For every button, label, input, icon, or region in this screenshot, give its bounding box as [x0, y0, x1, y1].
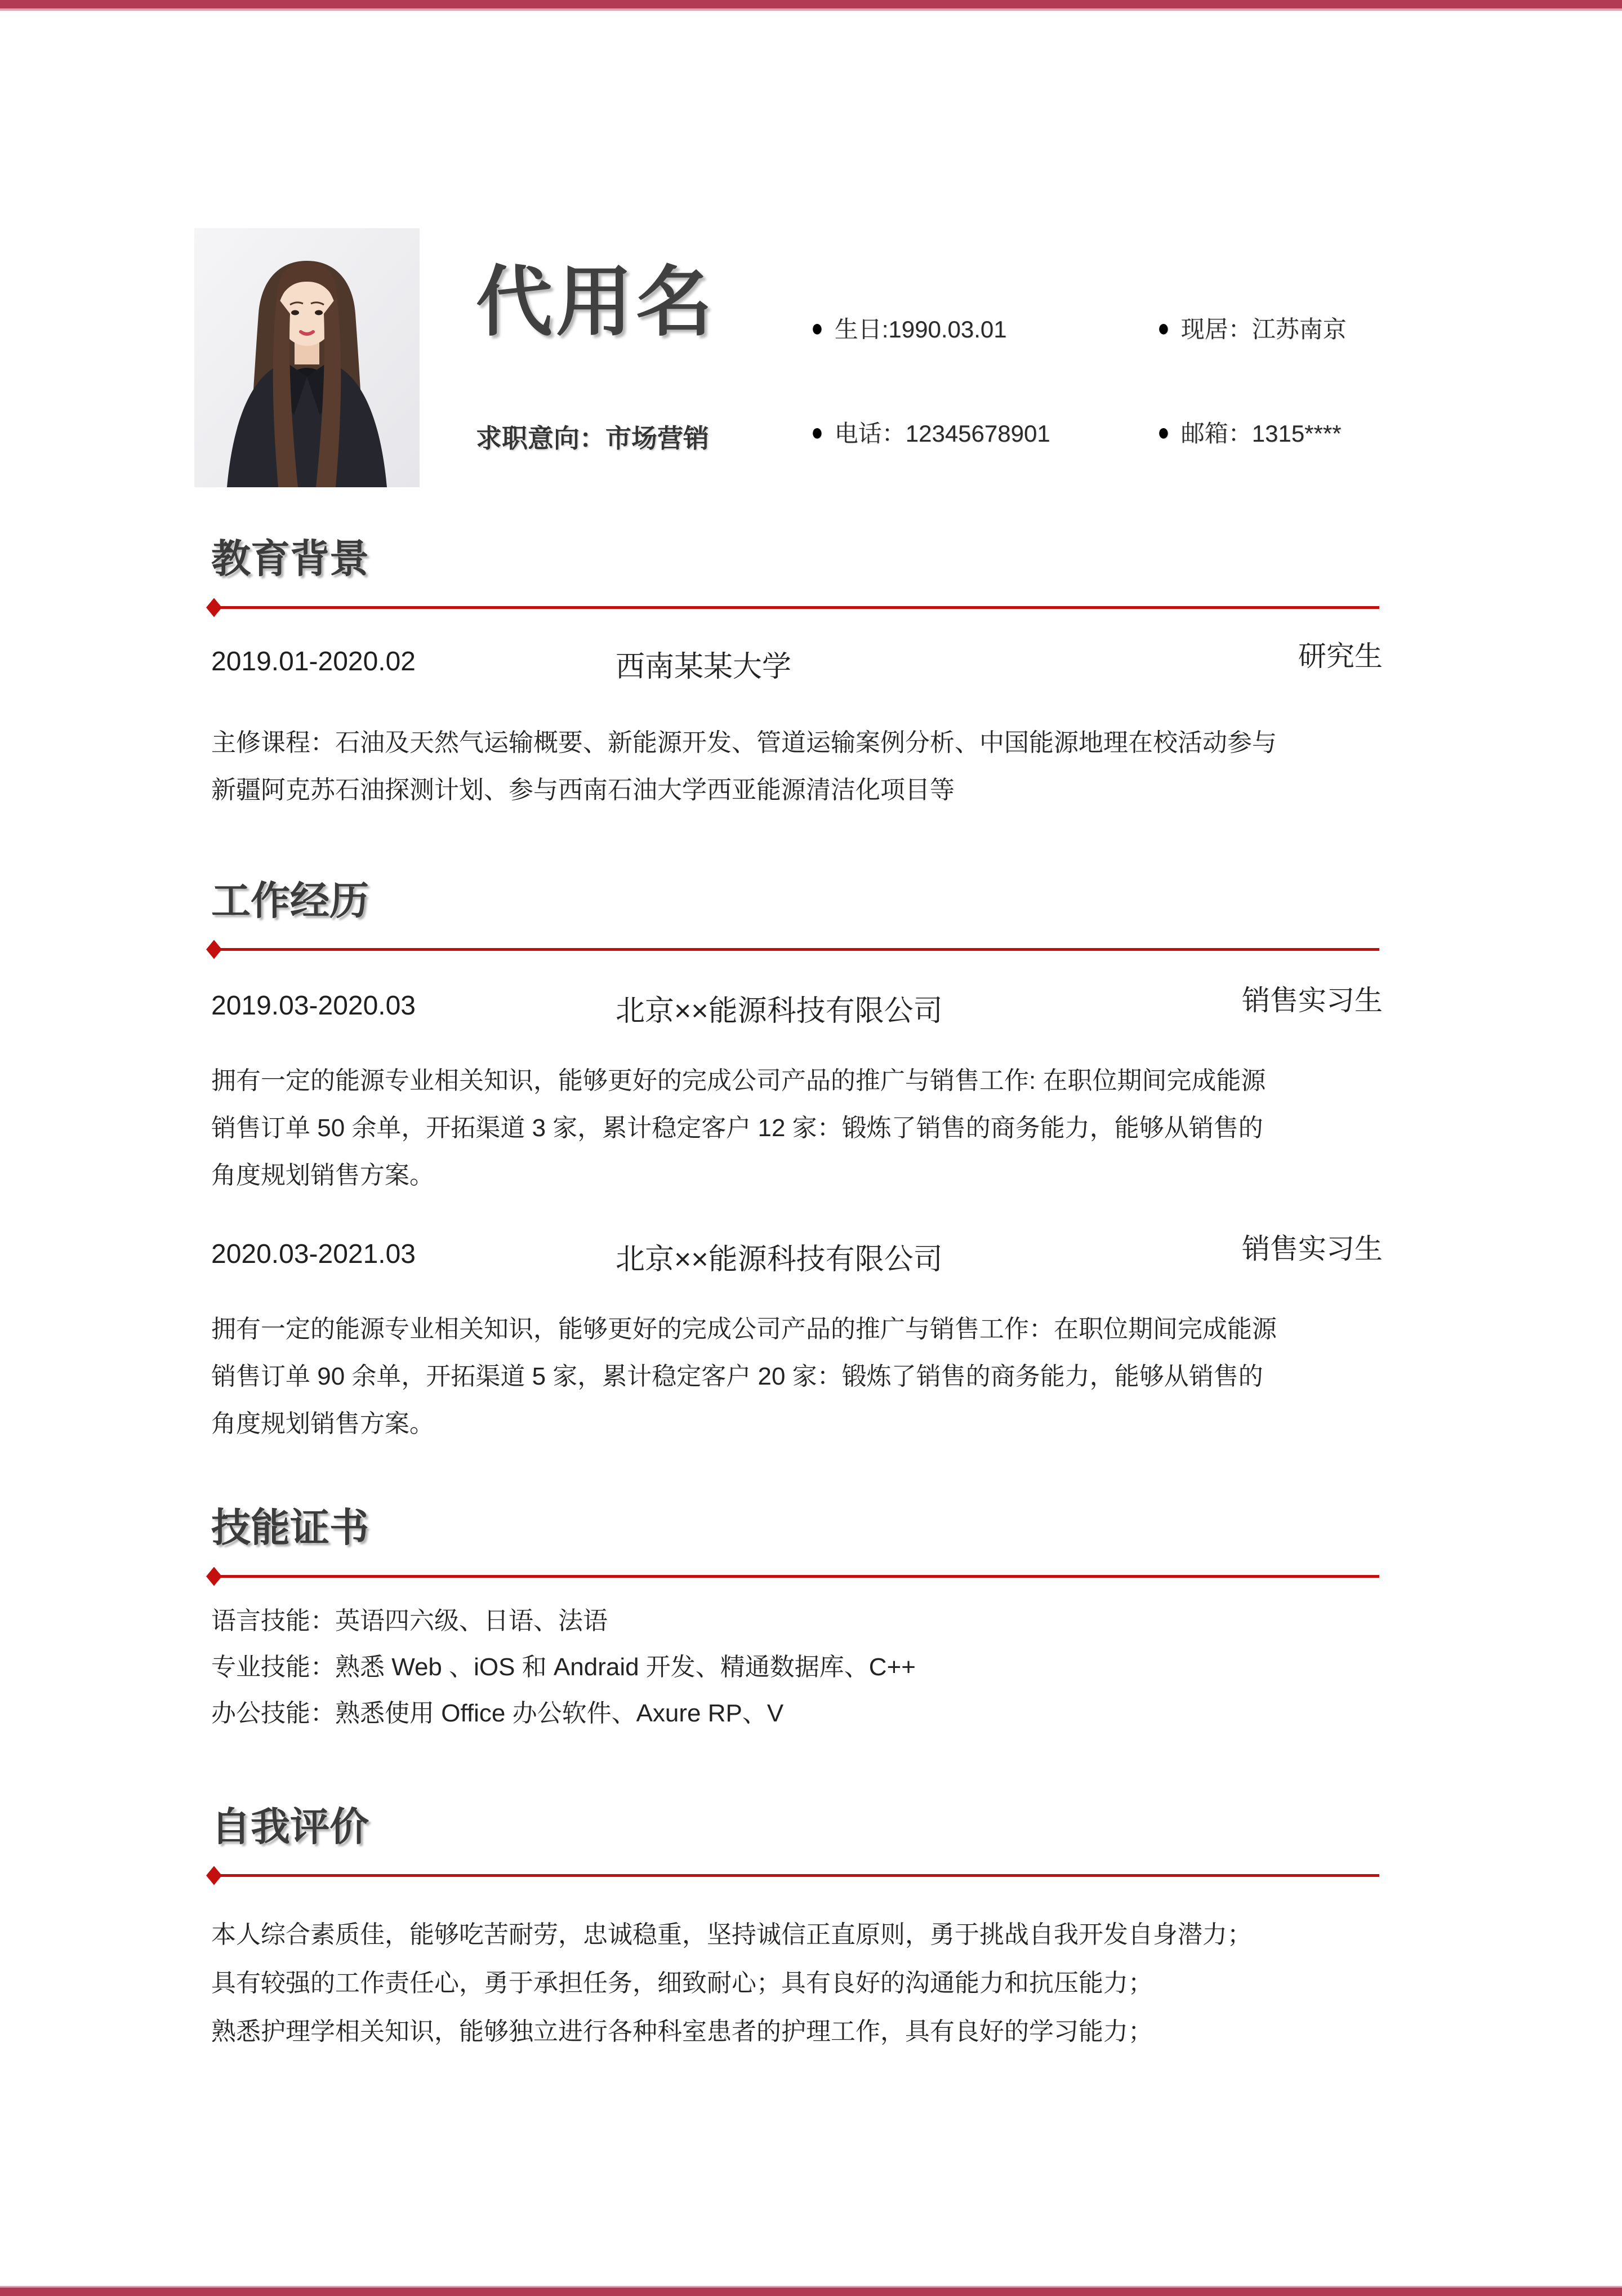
- diamond-icon: [206, 598, 222, 617]
- candidate-name: 代用名: [476, 259, 716, 345]
- evaluation-line: 具有较强的工作责任心，勇于承担任务，细致耐心；具有良好的沟通能力和抗压能力；: [211, 1969, 1153, 1997]
- education-date: 2019.01-2020.02: [211, 647, 416, 677]
- education-school: 西南某某大学: [616, 651, 792, 683]
- section-divider: [211, 1874, 1379, 1877]
- section-title-education: 教育背景: [211, 537, 369, 581]
- top-bar-accent: [0, 8, 1622, 11]
- contact-phone-label: 电话：12345678901: [834, 420, 1050, 447]
- job-desc-line: 拥有一定的能源专业相关知识，能够更好的完成公司产品的推广与销售工作：在职位期间完成能源: [211, 1315, 1277, 1343]
- section-divider: [211, 948, 1379, 951]
- contact-email: [1157, 415, 1342, 449]
- section-title-work: 工作经历: [211, 879, 369, 923]
- education-course-line: 主修课程：石油及天然气运输概要、新能源开发、管道运输案例分析、中国能源地理在校活动参与: [211, 729, 1277, 757]
- education-course-line: 新疆阿克苏石油探测计划、参与西南石油大学西亚能源清洁化项目等: [211, 776, 955, 804]
- skills-list: [211, 1598, 1383, 1737]
- job-entry: [211, 985, 1383, 1199]
- skill-line: 办公技能：熟悉使用 Office 办公软件、Axure RP、V: [211, 1699, 784, 1727]
- bullet-icon: ●: [1157, 313, 1170, 341]
- section-divider: [211, 1575, 1379, 1578]
- bullet-icon: ●: [1157, 417, 1170, 446]
- profile-photo-illustration: [194, 228, 420, 487]
- job-company: 北京××能源科技有限公司: [616, 995, 943, 1027]
- education-courses: [211, 719, 1383, 814]
- skill-line: 语言技能：英语四六级、日语、法语: [211, 1607, 608, 1635]
- diamond-icon: [206, 940, 222, 959]
- evaluation-line: 本人综合素质佳，能够吃苦耐劳，忠诚稳重，坚持诚信正直原则，勇于挑战自我开发自身潜力；: [211, 1921, 1252, 1948]
- job-description: [211, 1057, 1383, 1199]
- section-title-evaluation: 自我评价: [211, 1805, 369, 1849]
- contact-location: [1157, 311, 1347, 345]
- bullet-icon: ●: [811, 313, 823, 341]
- evaluation-list: [211, 1911, 1383, 2056]
- job-row: [211, 985, 1383, 1033]
- job-desc-line: 角度规划销售方案。: [211, 1162, 434, 1189]
- bottom-bar: [0, 2288, 1622, 2296]
- bullet-icon: ●: [811, 417, 823, 446]
- contact-email-label: 邮箱：1315****: [1180, 420, 1342, 447]
- evaluation-line: 熟悉护理学相关知识，能够独立进行各种科室患者的护理工作，具有良好的学习能力；: [211, 2018, 1153, 2045]
- section-skills: [211, 1504, 1383, 1737]
- job-date: 2020.03-2021.03: [211, 1239, 416, 1269]
- section-evaluation: [211, 1803, 1383, 2056]
- job-row: [211, 1233, 1383, 1281]
- contact-birthday: [811, 311, 1007, 345]
- job-role: 销售实习生: [1242, 985, 1383, 1016]
- diamond-icon: [206, 1567, 222, 1586]
- job-desc-line: 销售订单 50 余单，开拓渠道 3 家，累计稳定客户 12 家：锻炼了销售的商务能力，能够从销售的: [211, 1114, 1263, 1142]
- skill-line: 专业技能：熟悉 Web 、iOS 和 Andraid 开发、精通数据库、C++: [211, 1653, 916, 1681]
- education-row: [211, 640, 1383, 688]
- contact-birthday-label: 生日:1990.03.01: [834, 316, 1007, 342]
- education-degree: 研究生: [1298, 640, 1383, 672]
- section-work: [211, 877, 1383, 1448]
- top-bar: [0, 0, 1622, 8]
- job-date: 2019.03-2020.03: [211, 991, 416, 1021]
- job-desc-line: 销售订单 90 余单，开拓渠道 5 家，累计稳定客户 20 家：锻炼了销售的商务能力，能够从销售的: [211, 1363, 1263, 1390]
- profile-photo: [194, 228, 420, 487]
- diamond-icon: [206, 1866, 222, 1885]
- section-title-skills: 技能证书: [211, 1506, 369, 1550]
- job-role: 销售实习生: [1242, 1233, 1383, 1265]
- job-desc-line: 拥有一定的能源专业相关知识，能够更好的完成公司产品的推广与销售工作: 在职位期间完成能源: [211, 1067, 1266, 1094]
- contact-location-label: 现居：江苏南京: [1180, 316, 1347, 342]
- job-desc-line: 角度规划销售方案。: [211, 1410, 434, 1438]
- job-intent: 求职意向：市场营销: [476, 424, 709, 453]
- job-company: 北京××能源科技有限公司: [616, 1243, 943, 1276]
- section-divider: [211, 606, 1379, 609]
- contact-phone: [811, 415, 1050, 449]
- section-education: [211, 535, 1383, 814]
- job-entry: [211, 1233, 1383, 1448]
- job-description: [211, 1306, 1383, 1448]
